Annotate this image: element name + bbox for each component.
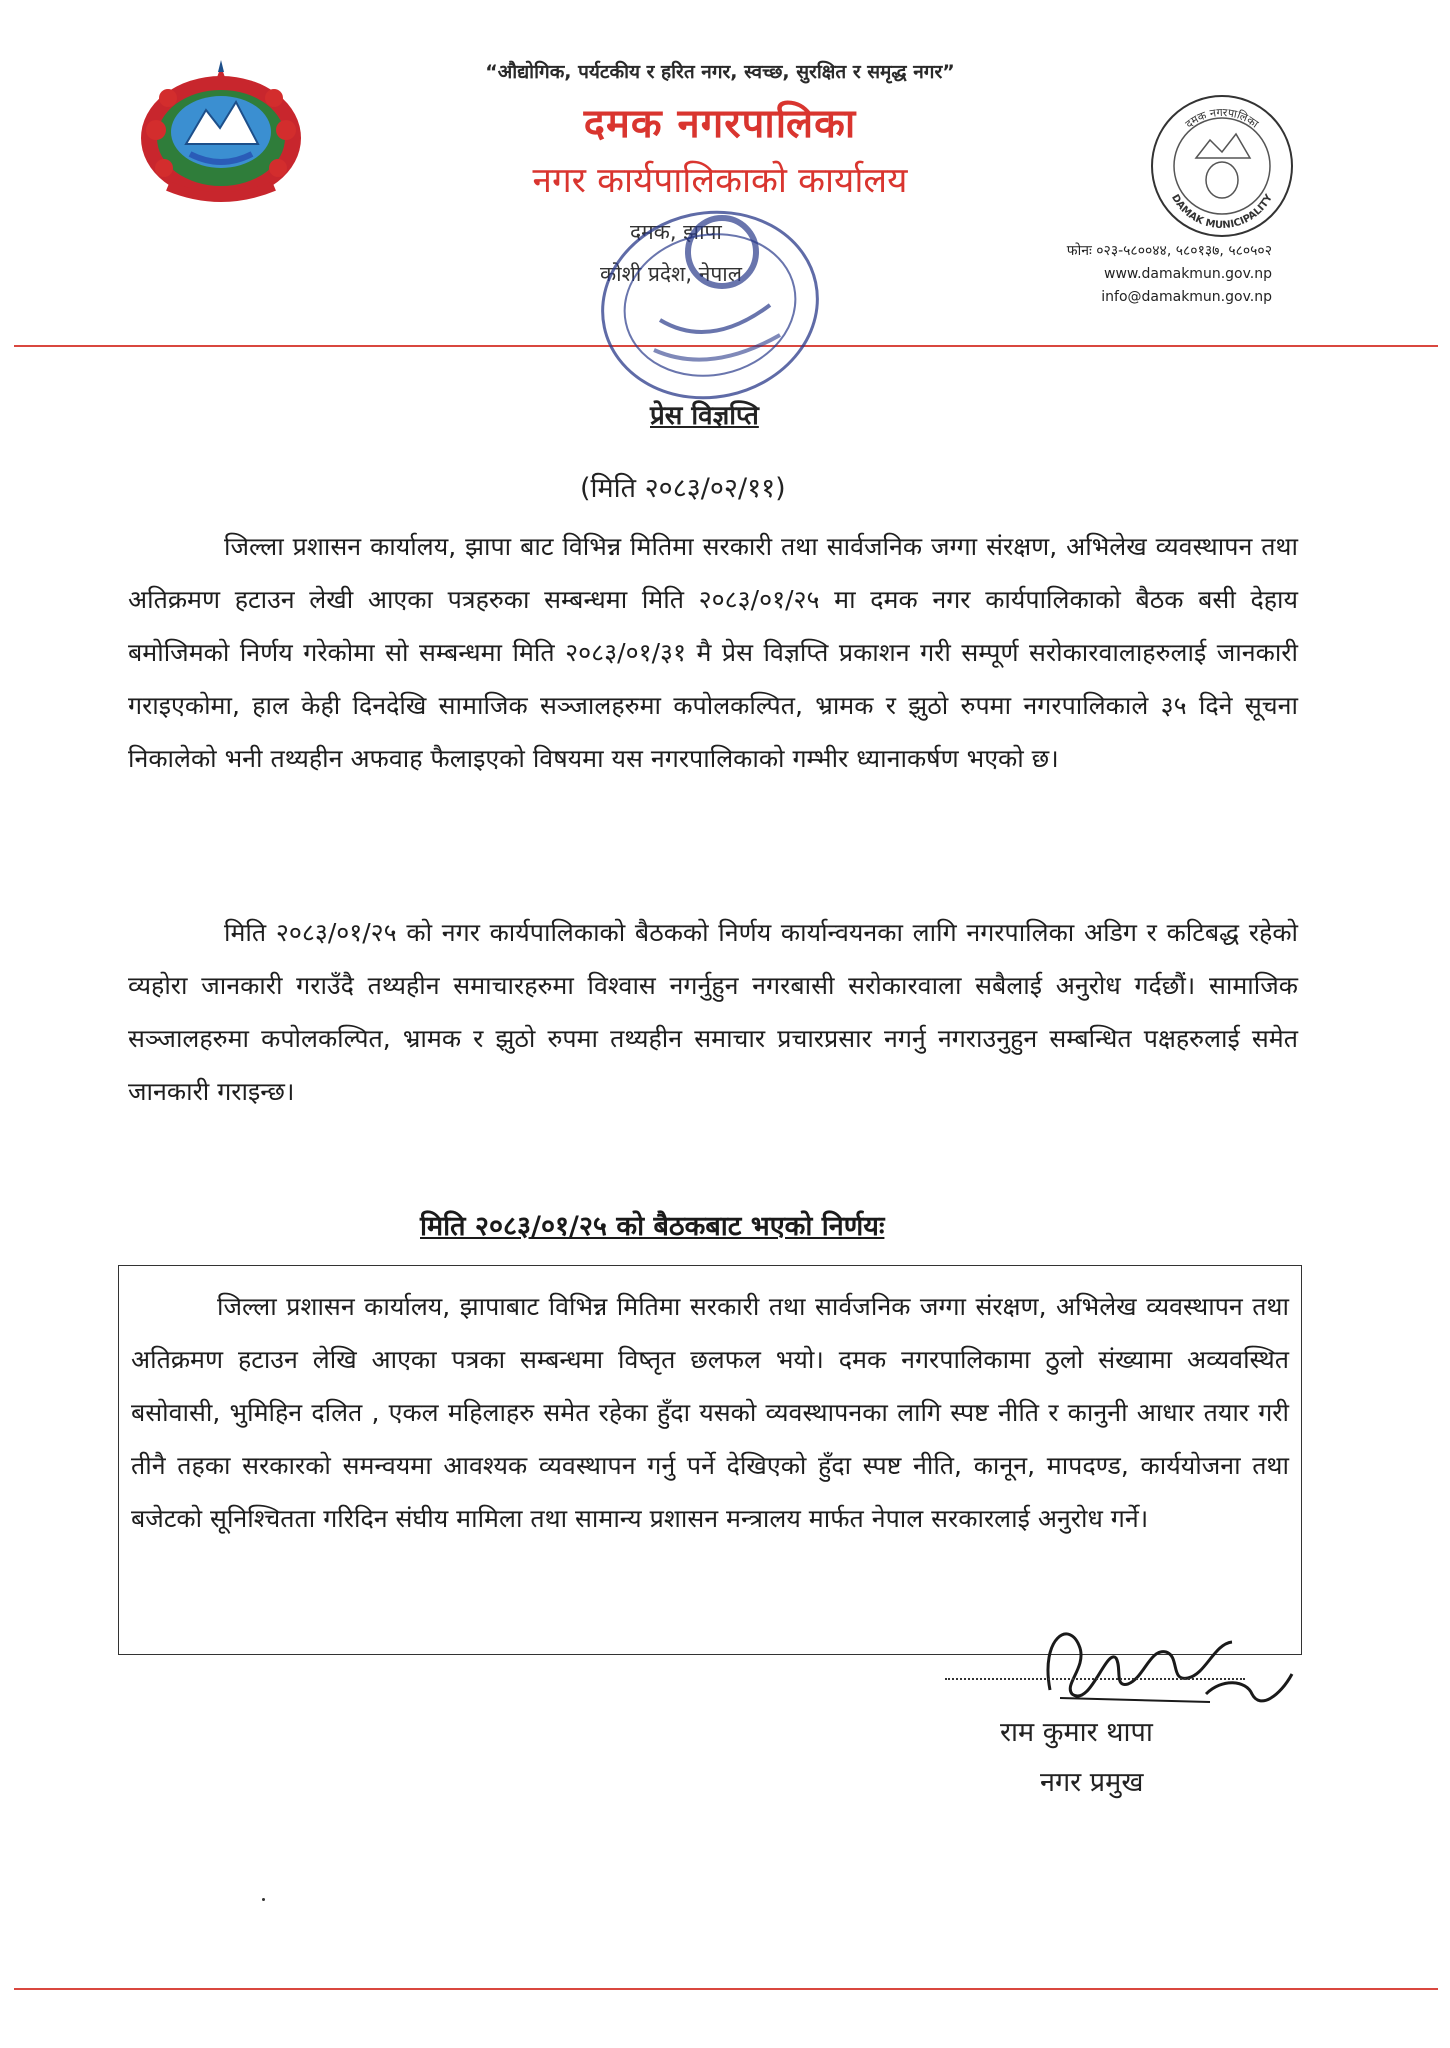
- email-text: info@damakmun.gov.np: [1101, 289, 1272, 305]
- decision-heading: मिति २०८३/०१/२५ को बैठकबाट भएको निर्णयः: [420, 1211, 885, 1242]
- paragraph-2: मिति २०८३/०१/२५ को नगर कार्यपालिकाको बैठकको निर्णय कार्यान्वयनका लागि नगरपालिका अडिग र कटिबद्ध रहेको व्यहोरा जानकारी गराउँदै तथ्यहीन समाचारहरुमा विश्वास नगर्नुहुन नगरबासी सरोकारवाला सबैलाई अनुरोध गर्दछौं। सामाजिक सञ्जालहरुमा कपोलकल्पित, भ्रामक र झुठो रुपमा तथ्यहीन समाचार प्रचारप्रसार नगर्नु नगराउनुहुन सम्बन्धित पक्षहरुलाई समेत जानकारी गराइन्छ।: [128, 918, 1298, 1106]
- address-line-2: कोशी प्रदेश, नेपाल: [600, 262, 742, 286]
- phone-text: फोनः ०२३-५८००४४, ५८०१३७, ५८०५०२: [1066, 243, 1272, 259]
- svg-text:दमक नगरपालिका: [1183, 106, 1261, 131]
- signatory-title: नगर प्रमुख: [1040, 1767, 1144, 1798]
- address-line-1: दमक, झापा: [630, 220, 722, 244]
- press-release-title: प्रेस विज्ञप्ति: [650, 401, 759, 431]
- office-name: नगर कार्यपालिकाको कार्यालय: [532, 161, 908, 201]
- signature-icon: [1010, 1598, 1310, 1718]
- seal-text-bottom: DAMAK MUNICIPALITY: [1168, 192, 1275, 232]
- scan-speck: [262, 1898, 265, 1901]
- nepal-emblem-icon: [128, 58, 314, 208]
- municipality-seal-icon: [1148, 92, 1296, 240]
- release-date: (मिति २०८३/०२/११): [580, 473, 786, 504]
- footer-divider: [14, 1988, 1438, 1990]
- signature-line: [945, 1678, 1245, 1680]
- slogan: “औद्योगिक, पर्यटकीय र हरित नगर, स्वच्छ, सुरक्षित र समृद्ध नगर”: [485, 61, 955, 83]
- decision-box: [118, 1265, 1302, 1655]
- decision-text: जिल्ला प्रशासन कार्यालय, झापाबाट विभिन्न मितिमा सरकारी तथा सार्वजनिक जग्गा संरक्षण, अभिलेख व्यवस्थापन तथा अतिक्रमण हटाउन लेखि आएका पत्रका सम्बन्धमा विष्तृत छलफल भयो। दमक नगरपालिकामा ठुलो संख्यामा अव्यवस्थित बसोवासी, भुमिहिन दलित , एकल महिलाहरु समेत रहेका हुँदा यसको व्यवस्थापनका लागि स्पष्ट नीति र कानुनी आधार तयार गरी तीनै तहका सरकारको समन्वयमा आवश्यक व्यवस्थापन गर्नु पर्ने देखिएको हुँदा स्पष्ट नीति, कानून, मापदण्ड, कार्ययोजना तथा बजेटको सूनिश्चितता गरिदिन संघीय मामिला तथा सामान्य प्रशासन मन्त्रालय मार्फत नेपाल सरकारलाई अनुरोध गर्ने।: [131, 1292, 1289, 1533]
- municipality-name: दमक नगरपालिका: [583, 101, 857, 147]
- office-stamp-icon: [590, 200, 830, 410]
- website-text: www.damakmun.gov.np: [1104, 266, 1272, 282]
- seal-text-top: दमक नगरपालिका: [1182, 105, 1261, 131]
- paragraph-1: जिल्ला प्रशासन कार्यालय, झापा बाट विभिन्न मितिमा सरकारी तथा सार्वजनिक जग्गा संरक्षण, अभिलेख व्यवस्थापन तथा अतिक्रमण हटाउन लेखी आएका पत्रहरुका सम्बन्धमा मिति २०८३/०१/२५ मा दमक नगर कार्यपालिकाको बैठक बसी देहाय बमोजिमको निर्णय गरेकोमा सो सम्बन्धमा मिति २०८३/०१/३१ मै प्रेस विज्ञप्ति प्रकाशन गरी सम्पूर्ण सरोकारवालाहरुलाई जानकारी गराइएकोमा, हाल केही दिनदेखि सामाजिक सञ्जालहरुमा कपोलकल्पित, भ्रामक र झुठो रुपमा नगरपालिकाले ३५ दिने सूचना निकालेको भनी तथ्यहीन अफवाह फैलाइएको विषयमा यस नगरपालिकाको गम्भीर ध्यानाकर्षण भएको छ।: [128, 532, 1298, 773]
- contact-block: [1067, 240, 1272, 309]
- signatory-name: राम कुमार थापा: [1000, 1717, 1153, 1748]
